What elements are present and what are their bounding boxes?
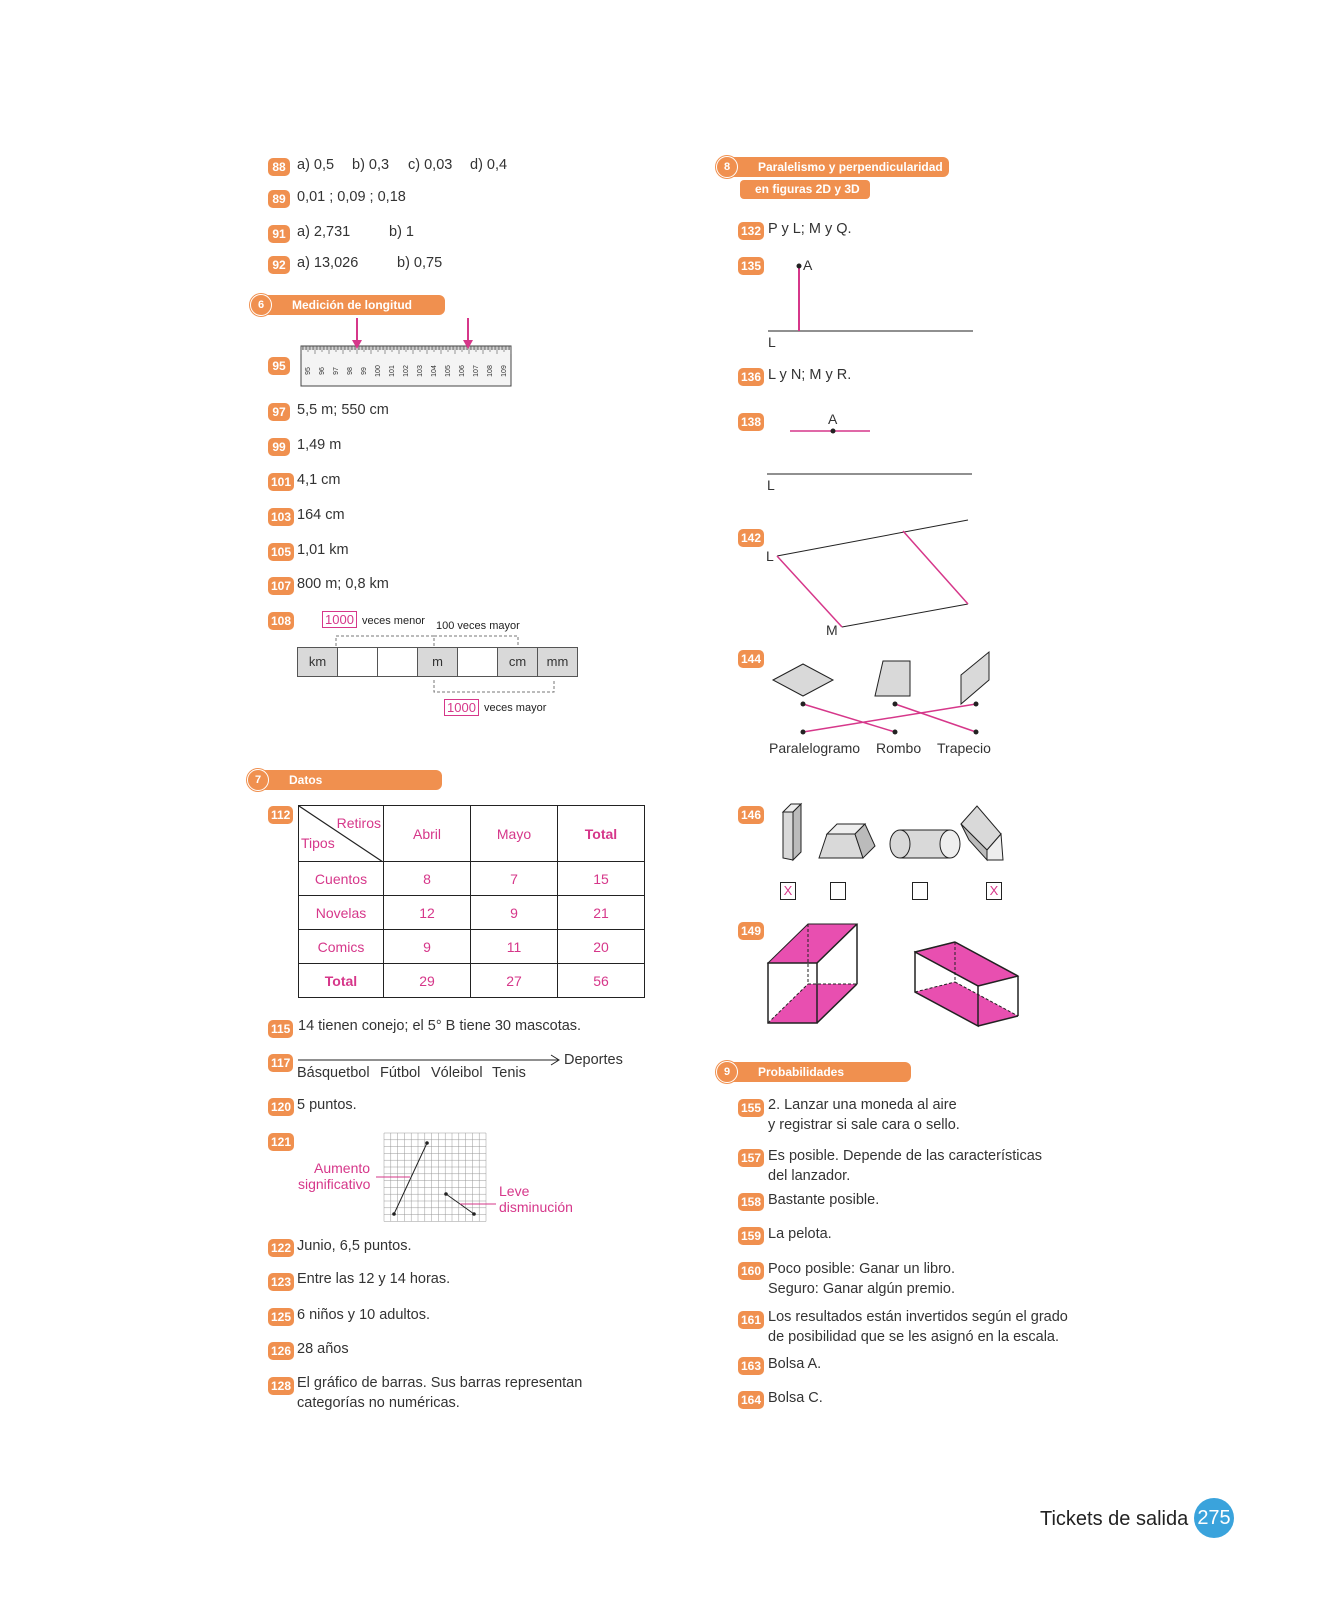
section-title: Paralelismo y perpendicularidad <box>758 160 943 174</box>
item-number: 121 <box>268 1133 294 1151</box>
answer-text: c) 0,03 <box>408 157 453 173</box>
row-label: Comics <box>299 930 384 964</box>
answer-text: de posibilidad que se les asignó en la escala. <box>768 1329 1060 1345</box>
ruler-tick-label: 96 <box>319 367 326 375</box>
label: veces menor <box>362 615 425 627</box>
point-label: A <box>803 257 813 273</box>
category-label: Básquetbol <box>297 1065 370 1081</box>
annotation: disminución <box>499 1199 573 1215</box>
answer-text: 6 niños y 10 adultos. <box>297 1307 431 1323</box>
answer-text: La pelota. <box>768 1226 832 1242</box>
table-cell: 20 <box>558 930 645 964</box>
unit-cell <box>337 647 378 677</box>
answer-text: b) 1 <box>389 224 414 240</box>
table-row <box>299 862 645 896</box>
item-number: 132 <box>738 222 764 240</box>
data-table <box>298 805 645 998</box>
item-number: 88 <box>268 158 290 176</box>
point-label: A <box>828 411 838 427</box>
item-number: 160 <box>738 1262 764 1280</box>
answer-text: a) 13,026 <box>297 255 359 271</box>
checkbox[interactable] <box>830 882 846 900</box>
answer-text: 1,49 m <box>297 437 342 453</box>
unit-cell: m <box>417 647 458 677</box>
item-number: 108 <box>268 612 294 630</box>
section-header-6 <box>254 295 445 315</box>
ruler-tick-label: 97 <box>333 367 340 375</box>
ruler-diagram <box>298 316 514 390</box>
ruler-tick-label: 108 <box>487 365 494 377</box>
answer-box: 1000 <box>322 611 357 628</box>
ruler-tick-label: 105 <box>445 365 452 377</box>
section-title: Medición de longitud <box>292 298 412 312</box>
answer-text: 800 m; 0,8 km <box>297 576 389 592</box>
column-header: Mayo <box>471 806 558 862</box>
corner-cell <box>299 806 384 862</box>
item-number: 125 <box>268 1308 294 1326</box>
item-number: 97 <box>268 403 290 421</box>
item-number: 95 <box>268 357 290 375</box>
unit-cell <box>377 647 418 677</box>
answer-text: b) 0,3 <box>352 157 390 173</box>
category-label: Fútbol <box>380 1065 421 1081</box>
column-header: Abril <box>384 806 471 862</box>
answer-text: Los resultados están invertidos según el grado <box>768 1309 1068 1325</box>
answer-text: 164 cm <box>297 507 345 523</box>
answer-box: 1000 <box>444 699 479 716</box>
category-label: Vóleibol <box>431 1065 483 1081</box>
line-label: L <box>768 334 776 350</box>
answer-text: L y N; M y R. <box>768 367 852 383</box>
item-number: 158 <box>738 1193 764 1211</box>
item-number: 126 <box>268 1342 294 1360</box>
section-title: Probabilidades <box>758 1065 845 1079</box>
item-number: 142 <box>738 529 764 547</box>
answer-text: 0,01 ; 0,09 ; 0,18 <box>297 189 406 205</box>
shape-label: Rombo <box>876 740 922 756</box>
perpendicular-diagram <box>760 250 980 340</box>
section-number: 7 <box>247 769 269 791</box>
item-number: 128 <box>268 1377 294 1395</box>
corner-top-label: Retiros <box>336 815 381 831</box>
table-cell: 15 <box>558 862 645 896</box>
table-row <box>299 930 645 964</box>
section-number: 6 <box>250 294 272 316</box>
label: 100 veces mayor <box>436 620 520 632</box>
ruler-tick-label: 107 <box>473 365 480 377</box>
parallel-diagram <box>760 420 980 480</box>
answer-text: 1,01 km <box>297 542 349 558</box>
table-cell: 21 <box>558 896 645 930</box>
table-row <box>299 964 645 998</box>
checkbox[interactable]: X <box>780 882 796 900</box>
shape-label: Paralelogramo <box>769 740 861 756</box>
answer-text: Junio, 6,5 puntos. <box>297 1238 412 1254</box>
answer-text: Es posible. Depende de las características <box>768 1148 1043 1164</box>
table-cell: 9 <box>384 930 471 964</box>
table-cell: 27 <box>471 964 558 998</box>
item-number: 117 <box>268 1054 293 1072</box>
item-number: 157 <box>738 1149 764 1167</box>
table-cell: 56 <box>558 964 645 998</box>
label: veces mayor <box>484 702 547 714</box>
ruler-tick-label: 99 <box>361 367 368 375</box>
unit-cell <box>457 647 498 677</box>
ruler-tick-label: 101 <box>389 365 396 377</box>
item-number: 99 <box>268 438 290 456</box>
answer-text: 2. Lanzar una moneda al aire <box>768 1097 957 1113</box>
table-cell: 29 <box>384 964 471 998</box>
annotation: significativo <box>298 1176 371 1192</box>
checkbox[interactable] <box>912 882 928 900</box>
item-number: 112 <box>268 806 293 824</box>
checkbox[interactable]: X <box>986 882 1002 900</box>
answer-text: d) 0,4 <box>470 157 508 173</box>
item-number: 91 <box>268 225 290 243</box>
row-label: Novelas <box>299 896 384 930</box>
table-cell: 9 <box>471 896 558 930</box>
table-row <box>299 896 645 930</box>
ruler-tick-label: 106 <box>459 365 466 377</box>
corner-bottom-label: Tipos <box>301 835 335 851</box>
answer-text: a) 0,5 <box>297 157 335 173</box>
section-header-8 <box>720 157 949 177</box>
item-number: 146 <box>738 806 764 824</box>
answer-text: categorías no numéricas. <box>297 1395 460 1411</box>
section-number: 8 <box>716 156 738 178</box>
section-header-7 <box>251 770 442 790</box>
row-label: Cuentos <box>299 862 384 896</box>
item-number: 107 <box>268 577 294 595</box>
answer-text: y registrar si sale cara o sello. <box>768 1117 960 1133</box>
table-cell: 12 <box>384 896 471 930</box>
line-label: M <box>826 622 838 638</box>
answer-text: Bastante posible. <box>768 1192 880 1208</box>
ruler-tick-label: 103 <box>417 365 424 377</box>
item-number: 144 <box>738 650 764 668</box>
item-number: 103 <box>268 508 294 526</box>
table-cell: 7 <box>471 862 558 896</box>
row-label: Total <box>299 964 384 998</box>
item-number: 101 <box>268 473 294 491</box>
answer-text: 14 tienen conejo; el 5° B tiene 30 mascotas. <box>298 1018 582 1034</box>
item-number: 149 <box>738 922 764 940</box>
item-number: 138 <box>738 413 764 431</box>
annotation: Leve <box>499 1183 530 1199</box>
ruler-tick-label: 95 <box>305 367 312 375</box>
item-number: 92 <box>268 256 290 274</box>
item-number: 164 <box>738 1391 764 1409</box>
category-label: Tenis <box>492 1065 526 1081</box>
prisms-diagram <box>760 918 1030 1033</box>
ruler-tick-label: 104 <box>431 365 438 377</box>
item-number: 163 <box>738 1357 764 1375</box>
answer-text: Entre las 12 y 14 horas. <box>297 1271 451 1287</box>
section-subtitle: en figuras 2D y 3D <box>740 180 870 199</box>
answer-text: Poco posible: Ganar un libro. <box>768 1261 955 1277</box>
section-title: Datos <box>289 773 323 787</box>
item-number: 155 <box>738 1099 764 1117</box>
ruler-tick-label: 102 <box>403 365 410 377</box>
ruler-tick-label: 109 <box>501 365 508 377</box>
shape-matching-diagram <box>765 648 1005 740</box>
item-number: 115 <box>268 1020 293 1038</box>
answer-text: 5,5 m; 550 cm <box>297 402 389 418</box>
shape-label: Trapecio <box>937 740 991 756</box>
item-number: 136 <box>738 368 764 386</box>
answer-text: 28 años <box>297 1341 349 1357</box>
answer-text: b) 0,75 <box>397 255 443 271</box>
solids-diagram <box>775 800 1015 870</box>
column-header: Total <box>558 806 645 862</box>
line-label: L <box>766 548 774 564</box>
answer-text: El gráfico de barras. Sus barras representan <box>297 1375 583 1391</box>
annotation: Aumento <box>314 1160 371 1176</box>
unit-cell: mm <box>537 647 578 677</box>
parallelogram-diagram <box>760 510 980 640</box>
answer-text: del lanzador. <box>768 1168 851 1184</box>
item-number: 105 <box>268 543 294 561</box>
axis-label: Deportes <box>564 1052 623 1068</box>
ruler-tick-label: 100 <box>375 365 382 377</box>
answer-text: 4,1 cm <box>297 472 341 488</box>
item-number: 135 <box>738 257 764 275</box>
table-cell: 8 <box>384 862 471 896</box>
answer-text: a) 2,731 <box>297 224 351 240</box>
unit-cell: cm <box>497 647 538 677</box>
answer-text: 5 puntos. <box>297 1097 357 1113</box>
item-number: 161 <box>738 1311 764 1329</box>
unit-cell: km <box>297 647 338 677</box>
item-number: 89 <box>268 190 290 208</box>
item-number: 159 <box>738 1227 764 1245</box>
answer-text: Bolsa C. <box>768 1390 823 1406</box>
item-number: 120 <box>268 1098 294 1116</box>
answer-text: P y L; M y Q. <box>768 221 852 237</box>
ruler-tick-label: 98 <box>347 367 354 375</box>
footer-title: Tickets de salida <box>1040 1508 1189 1530</box>
page-number: 275 <box>1194 1498 1234 1538</box>
line-label: L <box>767 477 775 493</box>
item-number: 123 <box>268 1273 294 1291</box>
section-header-9 <box>720 1062 911 1082</box>
answer-text: Seguro: Ganar algún premio. <box>768 1281 955 1297</box>
table-cell: 11 <box>471 930 558 964</box>
item-number: 122 <box>268 1239 294 1257</box>
answer-text: Bolsa A. <box>768 1356 822 1372</box>
section-number: 9 <box>716 1061 738 1083</box>
